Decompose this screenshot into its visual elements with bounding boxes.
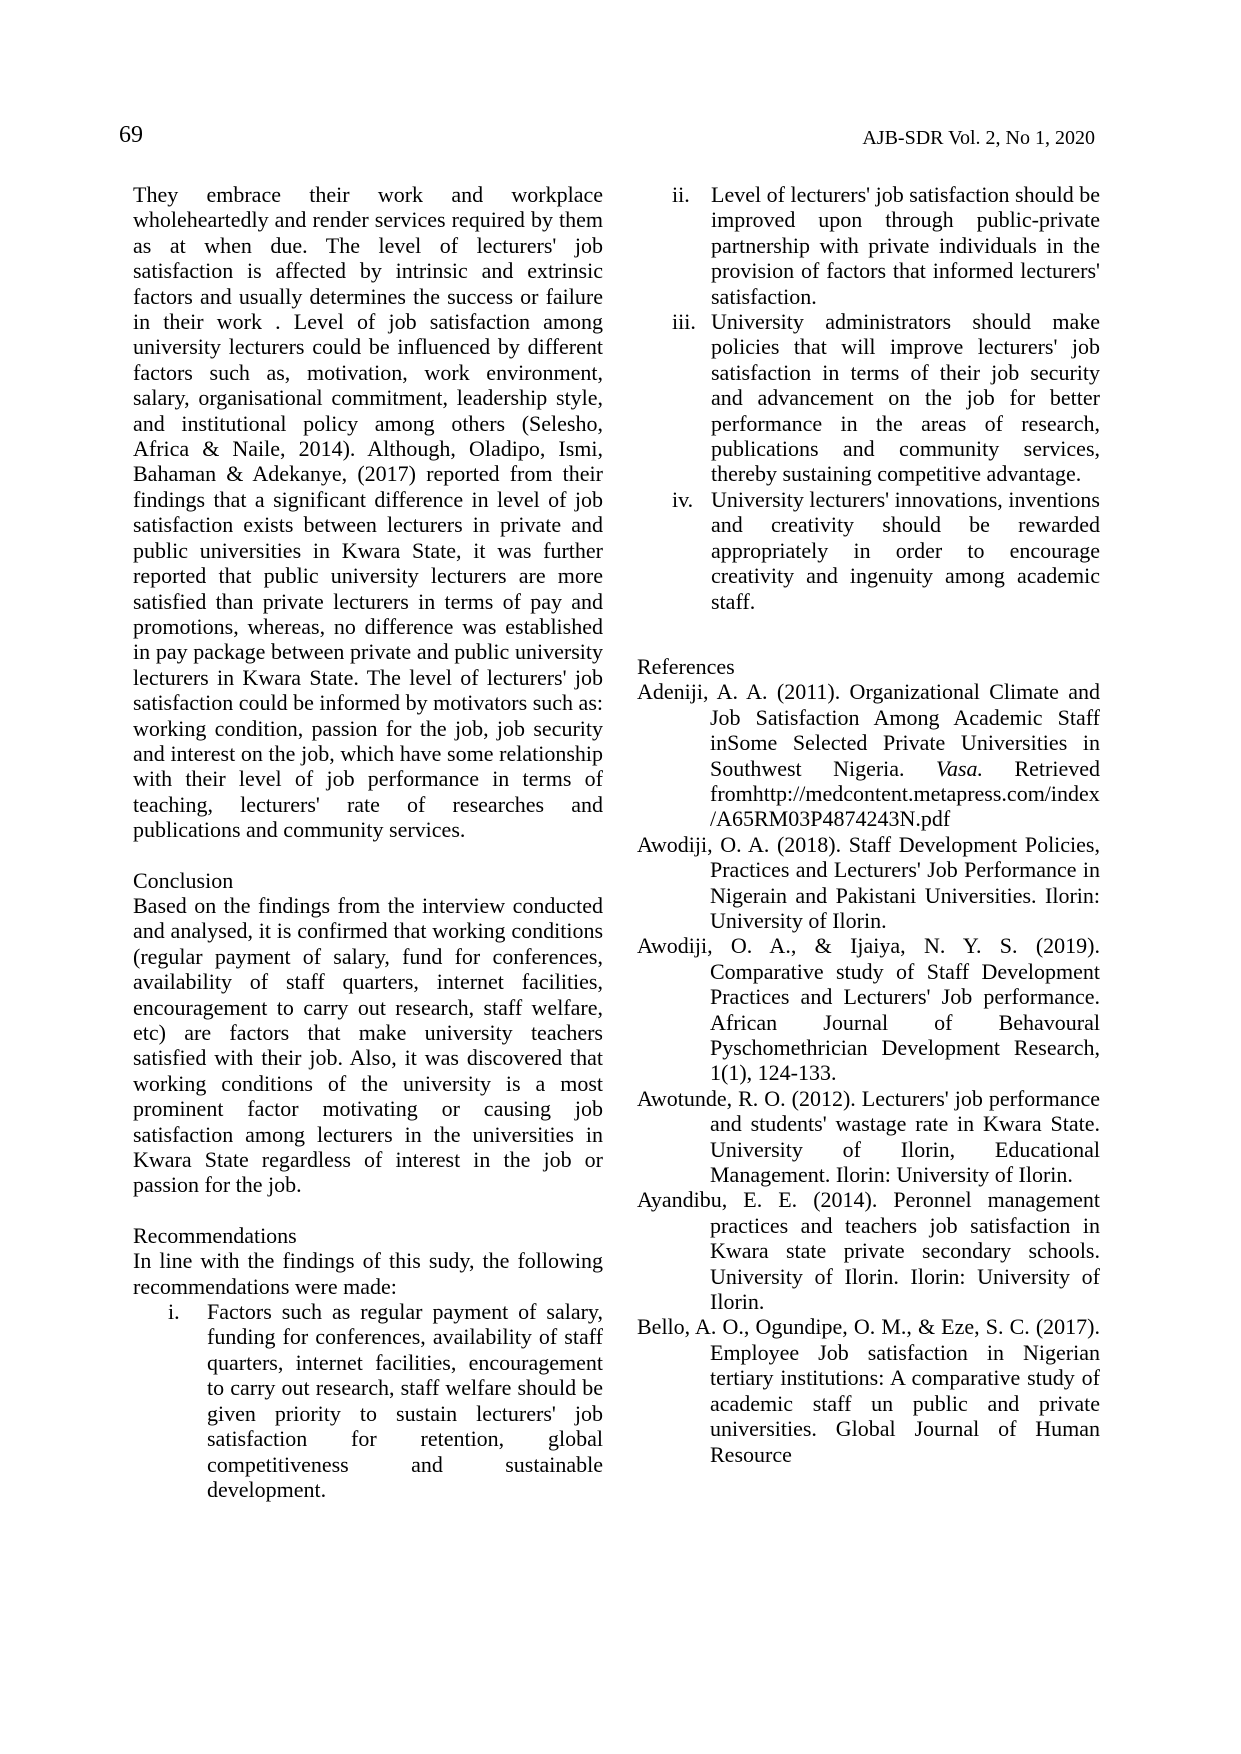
recommendation-item [637, 309, 1100, 487]
reference-text-pre: Ayandibu, E. E. (2014). Peronnel management practices and teachers job satisfaction in Kwara state private secondary schools. University of Ilorin. Ilorin: University of Ilorin. [637, 1187, 1100, 1315]
item-text: University lecturers' innovations, inventions and creativity should be rewarded appropriately in order to encourage creativity and ingenuity among academic staff. [711, 486, 1100, 614]
item-number: iv. [672, 486, 694, 512]
references-heading: References [637, 653, 735, 679]
reference-entry [637, 1086, 1100, 1188]
conclusion-heading: Conclusion [133, 867, 234, 893]
item-number: ii. [672, 182, 690, 207]
recommendations-intro: In line with the findings of this sudy, the following recommendations were made: [133, 1248, 603, 1299]
item-text: Factors such as regular payment of salary, funding for conferences, availability of staff quarters, internet facilities, encouragement to carry out research, staff welfare should be given priority to sustain lecturers' job satisfaction for retention, global competitiveness and sustainable development. [207, 1299, 603, 1502]
recommendations-heading: Recommendations [133, 1222, 297, 1248]
page-number: 69 [119, 122, 143, 148]
conclusion-paragraph: Based on the findings from the interview conducted and analysed, it is confirmed that working conditions (regular payment of salary, fund for conferences, availability of staff quarters, internet facilities, encouragement to carry out research, staff welfare, etc) are factors that make university teachers satisfied with their job. Also, it was discovered that working conditions of the university is a most prominent factor motivating or causing job satisfaction among lecturers in the universities in Kwara State regardless of interest in the job or passion for the job. [133, 892, 603, 1198]
journal-header: AJB-SDR Vol. 2, No 1, 2020 [862, 127, 1095, 149]
reference-text-pre: Bello, A. O., Ogundipe, O. M., & Eze, S. C. (2017). Employee Job satisfaction in Nigerian tertiary institutions: A comparative study of academic staff un public and private universities. Global Journal of Human Resource [637, 1314, 1100, 1467]
recommendation-item [637, 182, 1100, 309]
item-number: iii. [672, 309, 696, 335]
reference-journal-italic: Vasa. [935, 755, 984, 781]
recommendation-item [133, 1299, 603, 1502]
item-text: University administrators should make policies that will improve lecturers' job satisfaction in terms of their job security and advancement on the job for better performance in the areas of research, publications and community services, thereby sustaining competitive advantage. [711, 309, 1100, 487]
item-text: Level of lecturers' job satisfaction should be improved upon through public-private partnership with private individuals in the provision of factors that informed lecturers' satisfaction. [711, 182, 1100, 309]
item-number: i. [168, 1299, 180, 1325]
recommendations-list [133, 1299, 603, 1502]
reference-text-post: Retrieved fromhttp://medcontent.metapress.com/index/A65RM03P4874243N.pdf [710, 755, 1100, 832]
reference-entry [637, 832, 1100, 934]
right-column [637, 182, 1100, 1467]
recommendation-item [637, 487, 1100, 614]
body-paragraph: They embrace their work and workplace wholeheartedly and render services required by them as at when due. The level of lecturers' job satisfaction is affected by intrinsic and extrinsic factors and usually determines the success or failure in their work . Level of job satisfaction among university lecturers could be influenced by different factors such as, motivation, work environment, salary, organisational commitment, leadership style, and institutional policy among others (Selesho, Africa & Naile, 2014). Although, Oladipo, Ismi, Bahaman & Adekanye, (2017) reported from their findings that a significant difference in level of job satisfaction exists between lecturers in private and public universities in Kwara State, it was further reported that public university lecturers are more satisfied than private lecturers in terms of pay and promotions, whereas, no difference was established in pay package between private and public university lecturers in Kwara State. The level of lecturers' job satisfaction could be informed by motivators such as: working condition, passion for the job, job security and interest on the job, which have some relationship with their level of job performance in terms of teaching, lecturers' rate of researches and publications and community services. [133, 182, 603, 843]
reference-text-pre: Adeniji, A. A. (2011). Organizational Climate and Job Satisfaction Among Academic Staff inSome Selected Private Universities in Southwest Nigeria. [637, 679, 1100, 781]
left-column [133, 182, 603, 1502]
reference-entry [637, 1187, 1100, 1314]
reference-text-pre: Awotunde, R. O. (2012). Lecturers' job performance and students' wastage rate in Kwara State. University of Ilorin, Educational Management. Ilorin: University of Ilorin. [637, 1085, 1100, 1188]
reference-entry [637, 933, 1100, 1085]
recommendations-list-continued [637, 182, 1100, 614]
reference-entry [637, 679, 1100, 831]
reference-text-pre: Awodiji, O. A., & Ijaiya, N. Y. S. (2019). Comparative study of Staff Development Practices and Lecturers' Job performance. African Journal of Behavoural Pyschomethrician Development Research, 1(1), 124-133. [637, 933, 1100, 1086]
reference-entry [637, 1314, 1100, 1466]
reference-text-pre: Awodiji, O. A. (2018). Staff Development Policies, Practices and Lecturers' Job Performance in Nigerain and Pakistani Universities. Ilorin: University of Ilorin. [637, 831, 1100, 933]
